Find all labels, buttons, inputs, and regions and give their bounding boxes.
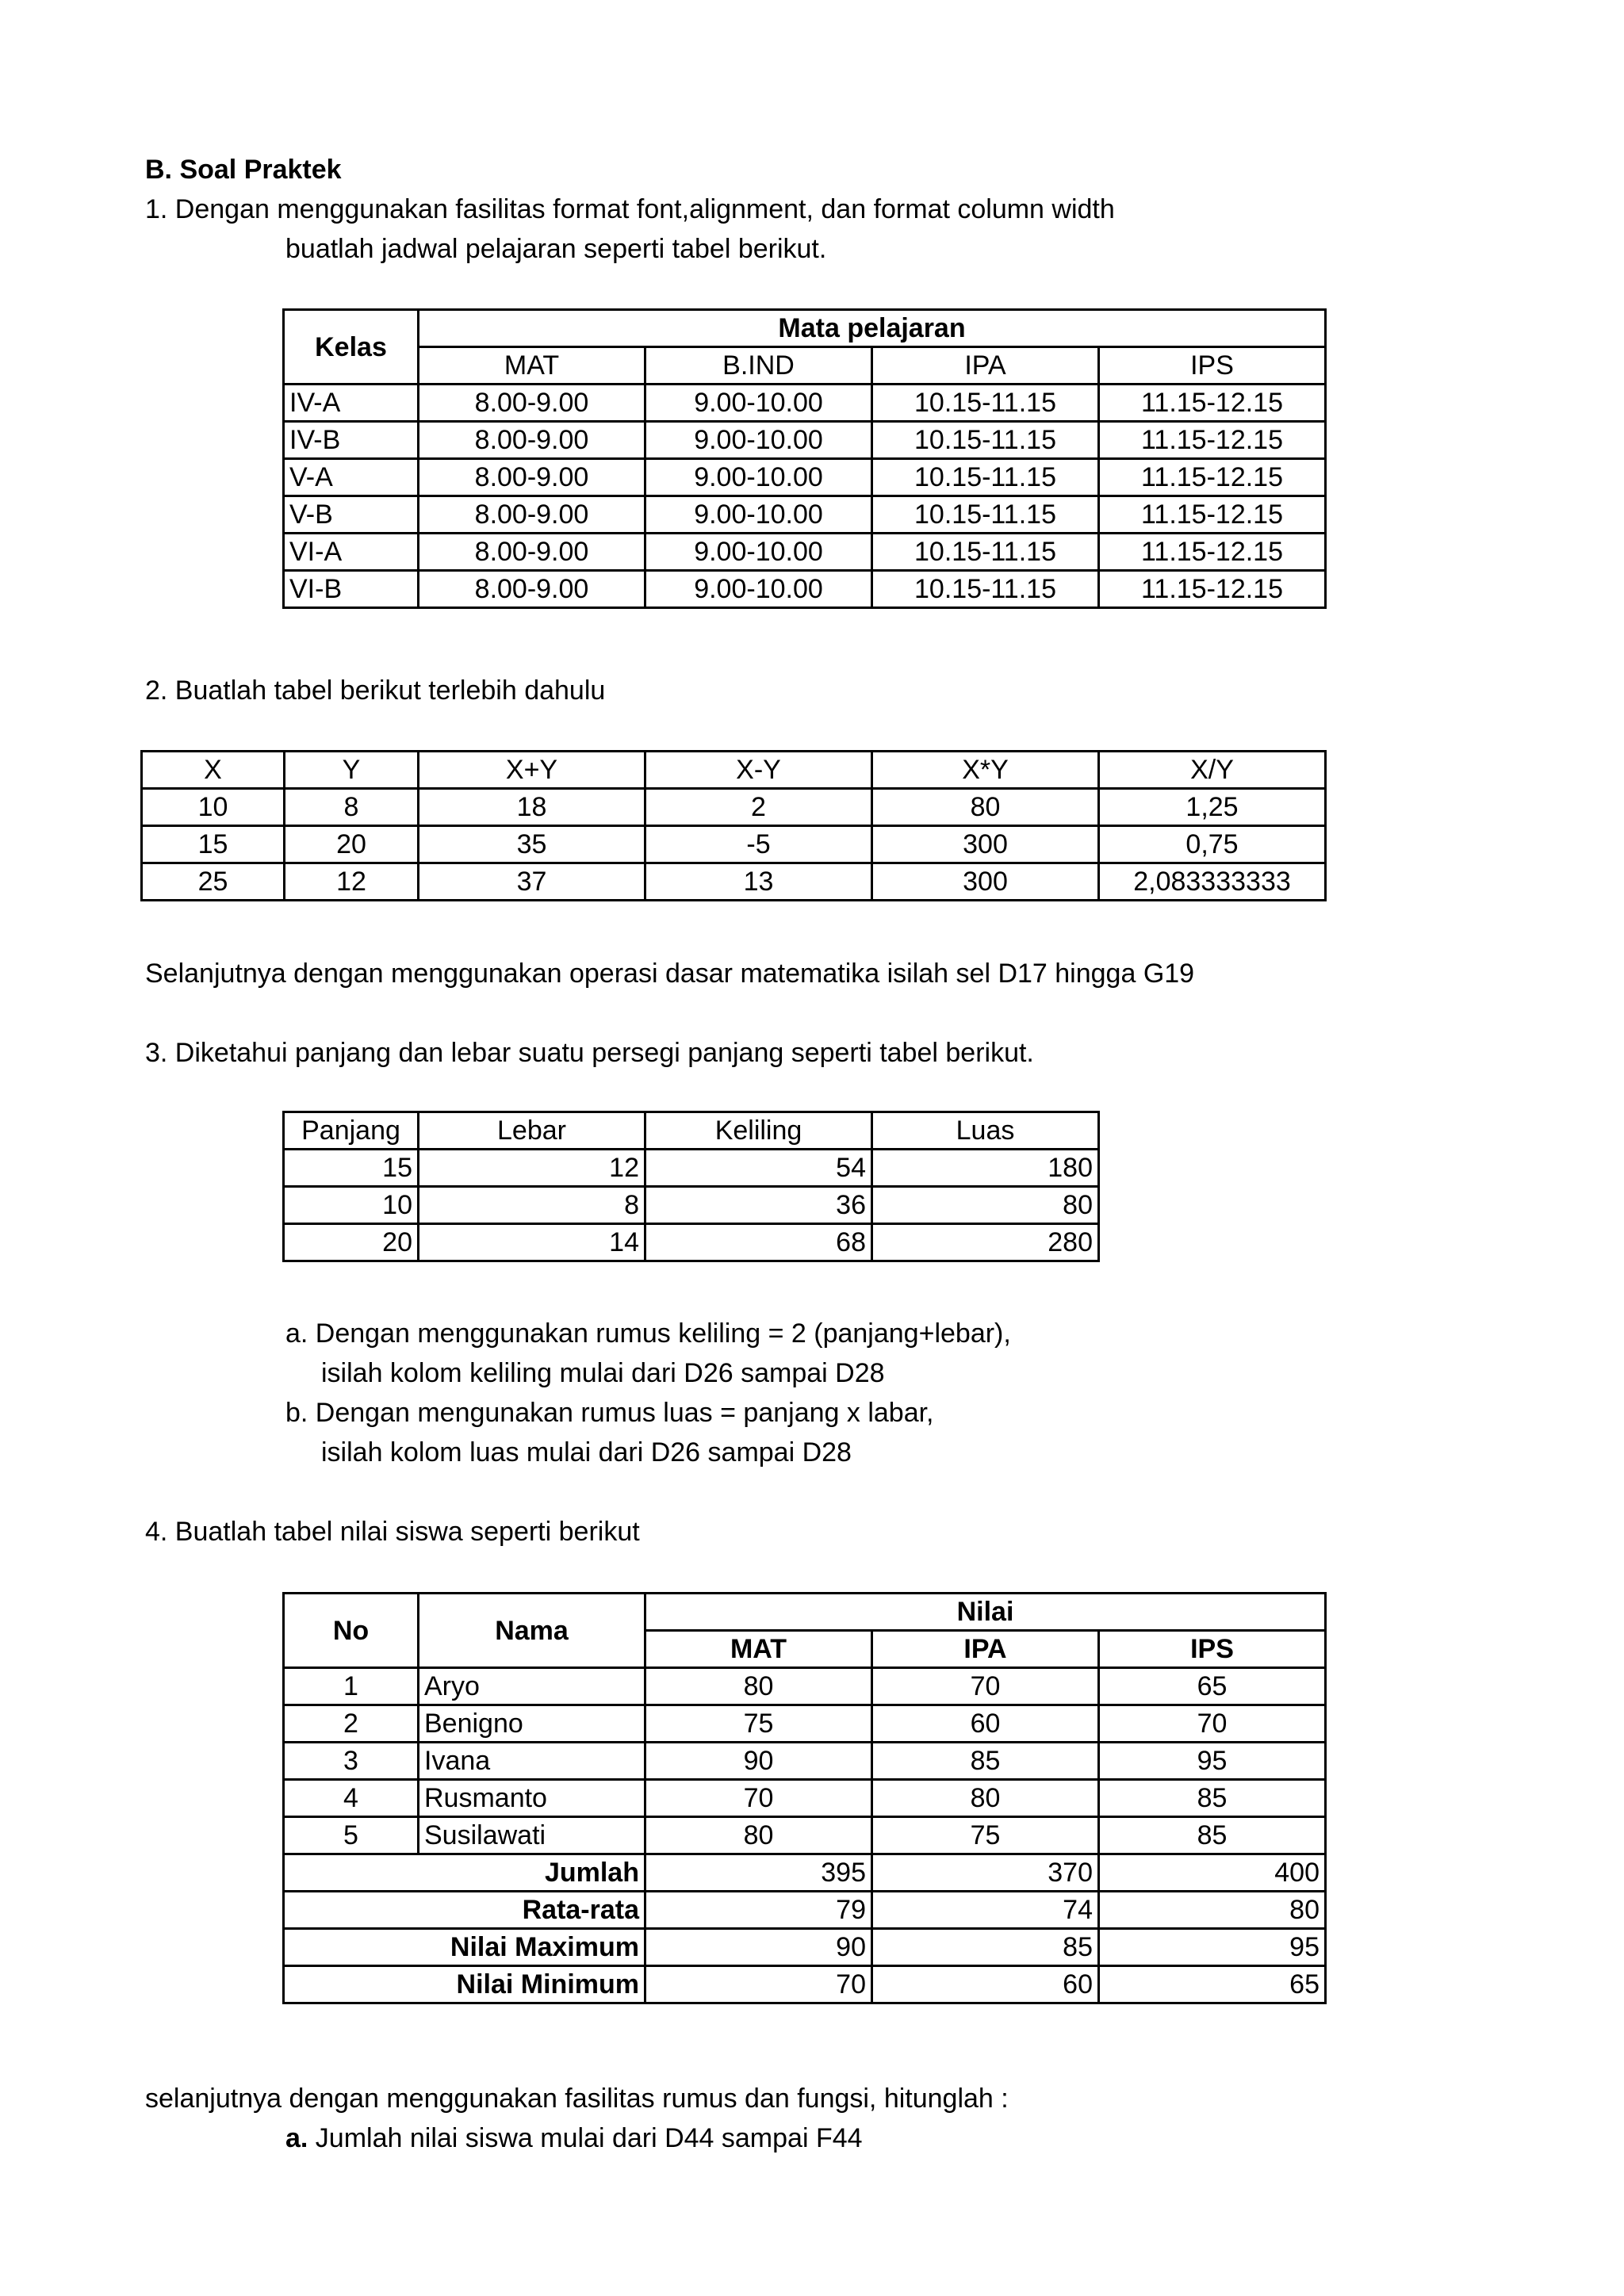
table-cell: 8.00-9.00 bbox=[419, 571, 645, 608]
table-cell: 25 bbox=[142, 863, 285, 901]
subject-header: B.IND bbox=[645, 347, 872, 385]
nama-header: Nama bbox=[419, 1594, 645, 1668]
table-cell: 2 bbox=[645, 789, 872, 826]
table-cell: 65 bbox=[1099, 1668, 1326, 1705]
column-header: Y bbox=[285, 752, 419, 789]
rectangle-header-row bbox=[284, 1112, 1099, 1150]
table-cell: 10 bbox=[142, 789, 285, 826]
table-row bbox=[142, 789, 1326, 826]
summary-value: 65 bbox=[1099, 1966, 1326, 2003]
table-row bbox=[142, 826, 1326, 863]
table-row bbox=[284, 1743, 1326, 1780]
table-cell: 2 bbox=[284, 1705, 419, 1743]
table-cell: 85 bbox=[1099, 1780, 1326, 1817]
summary-row bbox=[284, 1929, 1326, 1966]
table-cell: 80 bbox=[872, 789, 1099, 826]
table-cell: 11.15-12.15 bbox=[1099, 459, 1326, 496]
summary-value: 400 bbox=[1099, 1854, 1326, 1892]
table-row bbox=[284, 1705, 1326, 1743]
table-row bbox=[284, 1187, 1099, 1224]
arithmetic-table bbox=[140, 750, 1327, 901]
table-cell: 9.00-10.00 bbox=[645, 385, 872, 422]
summary-value: 95 bbox=[1099, 1929, 1326, 1966]
q2-instruction: 2. Buatlah tabel berikut terlebih dahulu bbox=[145, 675, 606, 706]
table-cell: IV-B bbox=[284, 422, 419, 459]
table-cell: 37 bbox=[419, 863, 645, 901]
column-header: Panjang bbox=[284, 1112, 419, 1150]
schedule-rows bbox=[284, 385, 1326, 608]
column-header: X bbox=[142, 752, 285, 789]
summary-label: Nilai Minimum bbox=[284, 1966, 645, 2003]
table-row bbox=[284, 1150, 1099, 1187]
summary-value: 74 bbox=[872, 1892, 1099, 1929]
table-cell: 180 bbox=[872, 1150, 1099, 1187]
table-cell: 75 bbox=[872, 1817, 1099, 1854]
table-cell: V-A bbox=[284, 459, 419, 496]
q3-item-a: a. Dengan menggunakan rumus keliling = 2 (panjang+lebar), bbox=[285, 1318, 1011, 1349]
table-cell: 9.00-10.00 bbox=[645, 422, 872, 459]
q1-instruction: 1. Dengan menggunakan fasilitas format font,alignment, dan format column width bbox=[145, 194, 1115, 224]
summary-label: Jumlah bbox=[284, 1854, 645, 1892]
q4-item-a: a. Jumlah nilai siswa mulai dari D44 sampai F44 bbox=[285, 2123, 863, 2153]
table-cell: 8 bbox=[285, 789, 419, 826]
table-cell: 15 bbox=[142, 826, 285, 863]
q3-item-b-cont: isilah kolom luas mulai dari D26 sampai D28 bbox=[321, 1437, 852, 1468]
table-cell: 11.15-12.15 bbox=[1099, 534, 1326, 571]
table-row bbox=[284, 1668, 1326, 1705]
table-cell: 9.00-10.00 bbox=[645, 571, 872, 608]
table-cell: 11.15-12.15 bbox=[1099, 571, 1326, 608]
table-cell: 13 bbox=[645, 863, 872, 901]
subject-header: IPS bbox=[1099, 1631, 1326, 1668]
table-cell: 95 bbox=[1099, 1743, 1326, 1780]
table-cell: 15 bbox=[284, 1150, 419, 1187]
summary-value: 60 bbox=[872, 1966, 1099, 2003]
table-cell: 1 bbox=[284, 1668, 419, 1705]
summary-value: 370 bbox=[872, 1854, 1099, 1892]
table-cell: 80 bbox=[872, 1780, 1099, 1817]
table-cell: Benigno bbox=[419, 1705, 645, 1743]
summary-value: 70 bbox=[645, 1966, 872, 2003]
table-cell: 0,75 bbox=[1099, 826, 1326, 863]
table-cell: 300 bbox=[872, 826, 1099, 863]
table-row bbox=[284, 571, 1326, 608]
q3-item-b: b. Dengan mengunakan rumus luas = panjang x labar, bbox=[285, 1398, 934, 1428]
grades-rows bbox=[284, 1668, 1326, 1854]
table-cell: 35 bbox=[419, 826, 645, 863]
column-header: X+Y bbox=[419, 752, 645, 789]
q3-item-a-cont: isilah kolom keliling mulai dari D26 sampai D28 bbox=[321, 1358, 885, 1388]
table-cell: IV-A bbox=[284, 385, 419, 422]
summary-row bbox=[284, 1854, 1326, 1892]
table-cell: 70 bbox=[1099, 1705, 1326, 1743]
table-row bbox=[284, 422, 1326, 459]
table-cell: 10.15-11.15 bbox=[872, 534, 1099, 571]
grades-summary bbox=[284, 1854, 1326, 2003]
q3-instruction: 3. Diketahui panjang dan lebar suatu persegi panjang seperti tabel berikut. bbox=[145, 1038, 1034, 1068]
q2-note: Selanjutnya dengan menggunakan operasi dasar matematika isilah sel D17 hingga G19 bbox=[145, 959, 1195, 989]
table-cell: 280 bbox=[872, 1224, 1099, 1261]
table-cell: Ivana bbox=[419, 1743, 645, 1780]
table-row bbox=[142, 863, 1326, 901]
table-cell: 9.00-10.00 bbox=[645, 459, 872, 496]
summary-value: 80 bbox=[1099, 1892, 1326, 1929]
summary-value: 395 bbox=[645, 1854, 872, 1892]
subject-header: IPS bbox=[1099, 347, 1326, 385]
schedule-table bbox=[282, 308, 1327, 609]
table-cell: 70 bbox=[645, 1780, 872, 1817]
table-cell: 9.00-10.00 bbox=[645, 496, 872, 534]
table-cell: 10.15-11.15 bbox=[872, 422, 1099, 459]
table-cell: 70 bbox=[872, 1668, 1099, 1705]
table-row bbox=[284, 1224, 1099, 1261]
summary-label: Nilai Maximum bbox=[284, 1929, 645, 1966]
summary-value: 85 bbox=[872, 1929, 1099, 1966]
mata-pelajaran-header: Mata pelajaran bbox=[419, 310, 1326, 347]
table-cell: V-B bbox=[284, 496, 419, 534]
table-row bbox=[284, 496, 1326, 534]
summary-row bbox=[284, 1966, 1326, 2003]
table-cell: 80 bbox=[872, 1187, 1099, 1224]
kelas-header: Kelas bbox=[284, 310, 419, 385]
table-cell: 14 bbox=[419, 1224, 645, 1261]
arithmetic-header-row bbox=[142, 752, 1326, 789]
table-cell: 54 bbox=[645, 1150, 872, 1187]
column-header: X-Y bbox=[645, 752, 872, 789]
table-cell: 8 bbox=[419, 1187, 645, 1224]
table-cell: 5 bbox=[284, 1817, 419, 1854]
table-cell: 18 bbox=[419, 789, 645, 826]
summary-row bbox=[284, 1892, 1326, 1929]
column-header: Lebar bbox=[419, 1112, 645, 1150]
table-cell: 11.15-12.15 bbox=[1099, 422, 1326, 459]
table-cell: 10.15-11.15 bbox=[872, 571, 1099, 608]
table-row bbox=[284, 1817, 1326, 1854]
summary-value: 79 bbox=[645, 1892, 872, 1929]
table-cell: 20 bbox=[285, 826, 419, 863]
summary-label: Rata-rata bbox=[284, 1892, 645, 1929]
column-header: X*Y bbox=[872, 752, 1099, 789]
table-cell: Susilawati bbox=[419, 1817, 645, 1854]
table-cell: 12 bbox=[419, 1150, 645, 1187]
q1-instruction-cont: buatlah jadwal pelajaran seperti tabel berikut. bbox=[285, 234, 827, 264]
table-cell: 8.00-9.00 bbox=[419, 422, 645, 459]
table-cell: 300 bbox=[872, 863, 1099, 901]
subject-header: MAT bbox=[419, 347, 645, 385]
q4-note: selanjutnya dengan menggunakan fasilitas rumus dan fungsi, hitunglah : bbox=[145, 2084, 1009, 2114]
table-row bbox=[284, 1780, 1326, 1817]
subject-header: IPA bbox=[872, 347, 1099, 385]
table-cell: Aryo bbox=[419, 1668, 645, 1705]
table-cell: 2,083333333 bbox=[1099, 863, 1326, 901]
subject-header: MAT bbox=[645, 1631, 872, 1668]
table-cell: 10.15-11.15 bbox=[872, 385, 1099, 422]
table-cell: VI-A bbox=[284, 534, 419, 571]
table-cell: 10.15-11.15 bbox=[872, 496, 1099, 534]
table-cell: 60 bbox=[872, 1705, 1099, 1743]
section-title: B. Soal Praktek bbox=[145, 155, 342, 185]
table-cell: 10.15-11.15 bbox=[872, 459, 1099, 496]
table-cell: 12 bbox=[285, 863, 419, 901]
table-cell: 11.15-12.15 bbox=[1099, 385, 1326, 422]
table-cell: Rusmanto bbox=[419, 1780, 645, 1817]
table-cell: -5 bbox=[645, 826, 872, 863]
arithmetic-rows bbox=[142, 789, 1326, 901]
table-cell: 8.00-9.00 bbox=[419, 534, 645, 571]
table-cell: 80 bbox=[645, 1817, 872, 1854]
table-cell: 8.00-9.00 bbox=[419, 496, 645, 534]
table-cell: 9.00-10.00 bbox=[645, 534, 872, 571]
table-cell: 85 bbox=[1099, 1817, 1326, 1854]
rectangle-rows bbox=[284, 1150, 1099, 1261]
table-cell: 80 bbox=[645, 1668, 872, 1705]
table-cell: 36 bbox=[645, 1187, 872, 1224]
rectangle-table bbox=[282, 1111, 1100, 1262]
table-cell: 1,25 bbox=[1099, 789, 1326, 826]
nilai-header: Nilai bbox=[645, 1594, 1326, 1631]
table-cell: 85 bbox=[872, 1743, 1099, 1780]
table-cell: 8.00-9.00 bbox=[419, 459, 645, 496]
grades-table bbox=[282, 1592, 1327, 2004]
column-header: Keliling bbox=[645, 1112, 872, 1150]
table-cell: 11.15-12.15 bbox=[1099, 496, 1326, 534]
table-cell: 3 bbox=[284, 1743, 419, 1780]
table-cell: 8.00-9.00 bbox=[419, 385, 645, 422]
no-header: No bbox=[284, 1594, 419, 1668]
table-cell: 20 bbox=[284, 1224, 419, 1261]
table-cell: 68 bbox=[645, 1224, 872, 1261]
table-cell: VI-B bbox=[284, 571, 419, 608]
table-cell: 10 bbox=[284, 1187, 419, 1224]
column-header: Luas bbox=[872, 1112, 1099, 1150]
subject-header: IPA bbox=[872, 1631, 1099, 1668]
q4-instruction: 4. Buatlah tabel nilai siswa seperti berikut bbox=[145, 1517, 640, 1547]
table-cell: 75 bbox=[645, 1705, 872, 1743]
table-row bbox=[284, 459, 1326, 496]
table-row bbox=[284, 534, 1326, 571]
table-row bbox=[284, 385, 1326, 422]
table-cell: 4 bbox=[284, 1780, 419, 1817]
summary-value: 90 bbox=[645, 1929, 872, 1966]
column-header: X/Y bbox=[1099, 752, 1326, 789]
table-cell: 90 bbox=[645, 1743, 872, 1780]
